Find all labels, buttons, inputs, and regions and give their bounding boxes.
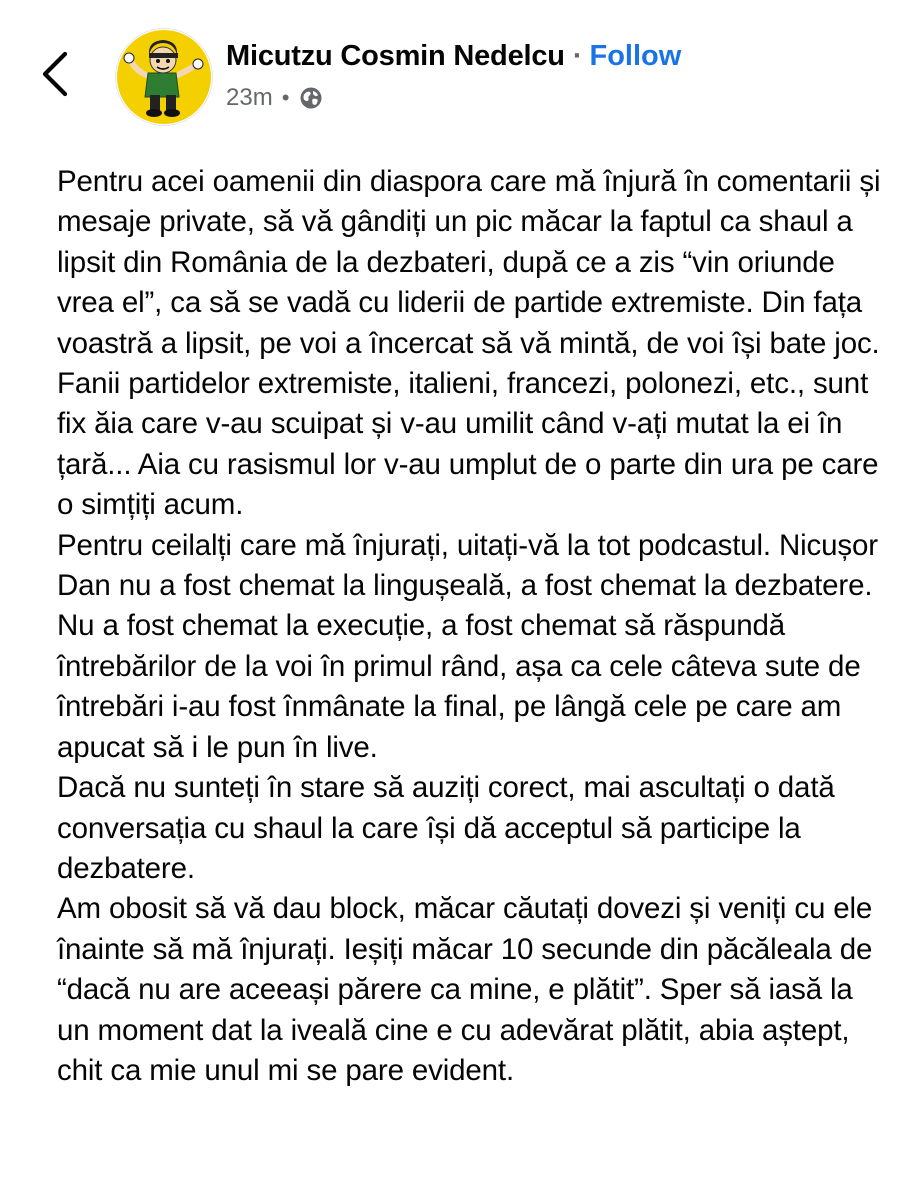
post-header: [0, 0, 910, 140]
avatar[interactable]: [115, 28, 213, 126]
post-meta: [226, 82, 323, 114]
chevron-left-icon: [40, 50, 70, 98]
author-name[interactable]: Micutzu Cosmin Nedelcu: [226, 39, 565, 72]
post-paragraph: Pentru acei oamenii din diaspora care mă înjură în comentarii și mesaje private, să vă gândiți un pic măcar la faptul ca shaul a lipsit din România de la dezbateri, după ce a zis “vin oriunde vrea el”, ca să se vadă cu liderii de partide extremiste. Din fața voastră a lipsit, pe voi a încercat să vă mintă, de voi își bate joc.: [57, 165, 881, 360]
post-paragraph: Dacă nu sunteți în stare să auziți corect, mai ascultați o dată conversația cu shaul la care își dă acceptul să participe la dezbatere.: [57, 771, 835, 885]
globe-icon: [299, 86, 323, 110]
author-row: [226, 36, 681, 76]
post-paragraph: Fanii partidelor extremiste, italieni, francezi, polonezi, etc., sunt fix ăia care v-au scuipat și v-au umilit când v-ați mutat la ei în țară... Aia cu rasismul lor v-au umplut de o parte din ura pe care o simțiți acum.: [57, 367, 879, 522]
avatar-cartoon-image: [116, 29, 212, 125]
post-timestamp[interactable]: 23m: [226, 84, 273, 111]
post-paragraph: Am obosit să vă dau block, măcar căutați dovezi și veniți cu ele înainte să mă înjurați. Ieșiți măcar 10 secunde din păcăleala de “dacă nu are aceeași părere ca mine, e plătit”. Sper să iasă la un moment dat la iveală cine e cu adevărat plătit, abia aștept, chit ca mie unul mi se pare evident.: [57, 892, 873, 1087]
back-button[interactable]: [30, 44, 80, 104]
name-separator: ·: [572, 39, 583, 72]
post-paragraph: Pentru ceilalți care mă înjurați, uitați-vă la tot podcastul. Nicușor Dan nu a fost chemat la lingușeală, a fost chemat la dezbatere. Nu a fost chemat la execuție, a fost chemat să răspundă întrebărilor de la voi în primul rând, așa ca cele câteva sute de întrebări i-au fost înmânate la final, pe lângă cele pe care am apucat să i le pun în live.: [57, 528, 878, 764]
post-text: [57, 162, 887, 1091]
meta-separator: •: [281, 85, 290, 110]
follow-button[interactable]: Follow: [589, 39, 682, 72]
